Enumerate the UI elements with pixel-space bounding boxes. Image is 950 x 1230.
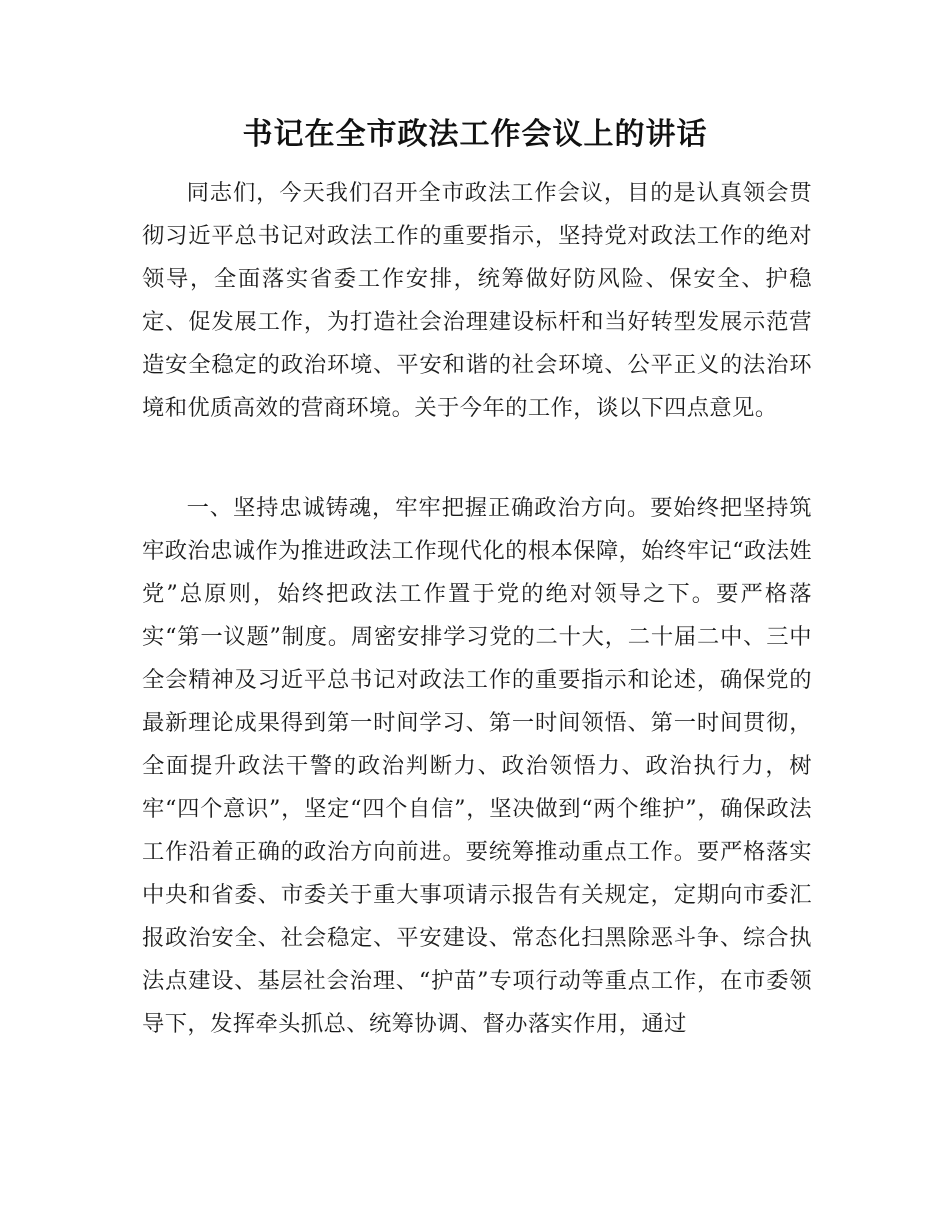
paragraph-opening: 同志们，今天我们召开全市政法工作会议，目的是认真领会贯彻习近平总书记对政法工作的重要指示，坚持党对政法工作的绝对领导，全面落实省委工作安排，统筹做好防风险、保安全、护稳定、促发展工作，为打造社会治理建设标杆和当好转型发展示范营造安全稳定的政治环境、平安和谐的社会环境、公平正义的法治环境和优质高效的营商环境。关于今年的工作，谈以下四点意见。 — [142, 180, 812, 421]
paragraph-section-one: 一、坚持忠诚铸魂，牢牢把握正确政治方向。要始终把坚持筑牢政治忠诚作为推进政法工作现代化的根本保障，始终牢记“政法姓党”总原则，始终把政法工作置于党的绝对领导之下。要严格落实“第一议题”制度。周密安排学习党的二十大，二十届二中、三中全会精神及习近平总书记对政法工作的重要指示和论述，确保党的最新理论成果得到第一时间学习、第一时间领悟、第一时间贯彻，全面提升政法干警的政治判断力、政治领悟力、政治执行力，树牢“四个意识”，坚定“四个自信”，坚决做到“两个维护”，确保政法工作沿着正确的政治方向前进。要统筹推动重点工作。要严格落实中央和省委、市委关于重大事项请示报告有关规定，定期向市委汇报政治安全、社会稳定、平安建设、常态化扫黑除恶斗争、综合执法点建设、基层社会治理、“护苗”专项行动等重点工作，在市委领导下，发挥牵头抓总、统筹协调、督办落实作用，通过 — [142, 495, 813, 1037]
document-title: 书记在全市政法工作会议上的讲话 — [242, 117, 708, 152]
